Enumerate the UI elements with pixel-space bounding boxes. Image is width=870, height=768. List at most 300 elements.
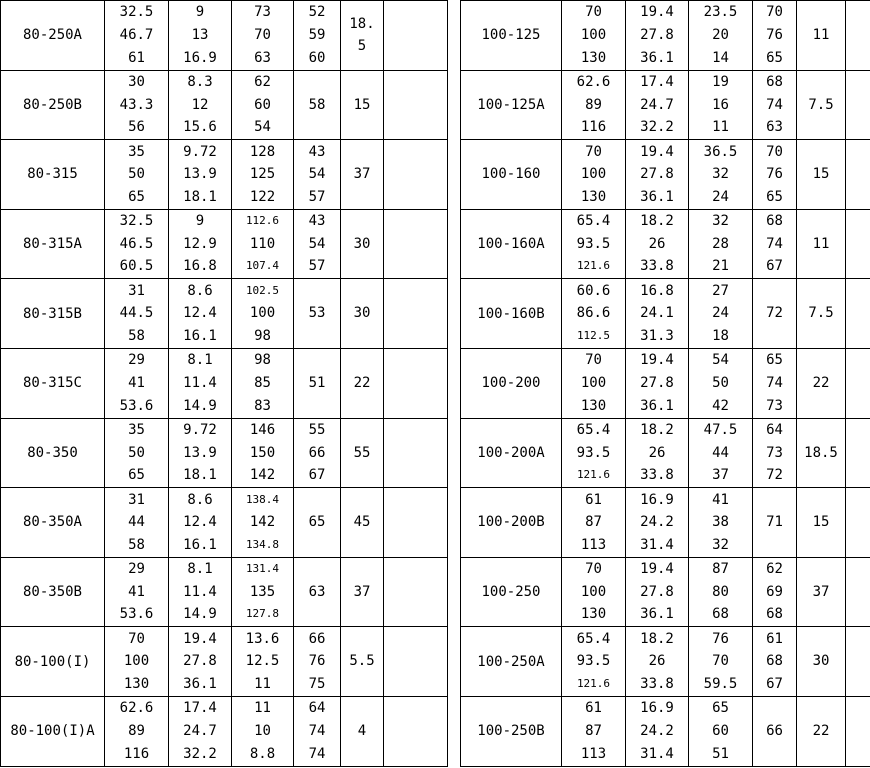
- flow-rate-cell-value: 36.1: [183, 675, 217, 692]
- flow-rate-cell: [169, 627, 232, 697]
- efficiency-cell: [294, 70, 341, 140]
- flow-cell-value: 29: [128, 561, 145, 578]
- efficiency-cell-value: 59: [308, 27, 326, 43]
- efficiency-cell-value: 67: [766, 675, 783, 692]
- flow-rate-cell-value: 13.9: [183, 166, 217, 183]
- flow-cell: [105, 627, 169, 697]
- efficiency-cell-value: 66: [308, 630, 326, 647]
- efficiency-cell-value: 65: [766, 352, 783, 369]
- head-cell-value: 16: [712, 96, 729, 113]
- efficiency-cell: [753, 696, 797, 766]
- head-cell-value: 110: [249, 235, 276, 252]
- flow-rate-cell-value: 16.9: [640, 700, 674, 717]
- efficiency-cell-value: 65: [766, 49, 783, 66]
- table-row: [1, 209, 448, 279]
- head-cell: [232, 696, 294, 766]
- flow-rate-cell-value: 11.4: [183, 583, 217, 600]
- table-row: [1, 488, 448, 558]
- flow-rate-cell-value: 12: [191, 96, 209, 113]
- power-cell-value: 30: [353, 305, 371, 322]
- flow-rate-cell: [626, 418, 689, 488]
- flow-rate-cell-value: 36.1: [640, 606, 674, 623]
- flow-cell-value: 100: [580, 166, 607, 183]
- flow-cell-value: 93.5: [576, 235, 611, 252]
- efficiency-cell-value: 54: [308, 235, 326, 252]
- head-cell-value: 122: [249, 188, 276, 205]
- flow-cell-value: 130: [580, 397, 607, 414]
- blank-cell: [384, 140, 448, 210]
- flow-rate-cell-value: 24.2: [640, 722, 674, 739]
- flow-cell-value: 60.6: [576, 282, 611, 299]
- flow-rate-cell-value: 19.4: [640, 143, 674, 160]
- flow-cell-value: 130: [123, 675, 150, 692]
- table-row: [1, 140, 448, 210]
- head-cell-value: 100: [249, 305, 276, 322]
- flow-cell-value: 56: [128, 119, 145, 136]
- head-cell-value: 102.5: [245, 283, 280, 297]
- flow-rate-cell-value: 26: [648, 653, 666, 670]
- head-cell-value: 70: [712, 653, 729, 670]
- head-cell-value: 20: [712, 27, 729, 43]
- table-row: [461, 418, 870, 488]
- power-cell-value: 37: [812, 583, 830, 600]
- flow-rate-cell-value: 36.1: [640, 188, 674, 205]
- head-cell-value: 38: [712, 514, 729, 531]
- head-cell-value: 14: [712, 49, 729, 66]
- flow-cell-value: 50: [128, 444, 145, 461]
- flow-rate-cell-value: 14.9: [183, 606, 217, 623]
- head-cell-value: 98: [254, 327, 271, 344]
- power-cell-value: 5.5: [349, 653, 375, 670]
- head-cell-value: 125: [249, 166, 276, 183]
- head-cell-value: 63: [254, 49, 271, 66]
- flow-rate-cell-value: 11.4: [183, 374, 217, 391]
- flow-rate-cell-value: 32.2: [640, 119, 674, 136]
- head-cell-value: 11: [254, 700, 271, 717]
- flow-rate-cell: [169, 1, 232, 71]
- efficiency-cell: [753, 418, 797, 488]
- flow-cell-value: 65: [128, 188, 145, 205]
- table-row: [461, 557, 870, 627]
- flow-cell-value: 50: [128, 166, 145, 183]
- table-row: [461, 488, 870, 558]
- table-row: [461, 627, 870, 697]
- flow-rate-cell-value: 24.2: [640, 514, 674, 531]
- flow-cell-value: 32.5: [119, 4, 154, 21]
- blank-cell: [846, 557, 870, 627]
- model-cell: 100-160A: [461, 209, 562, 279]
- flow-rate-cell-value: 13: [191, 27, 209, 43]
- flow-cell-value: 32.5: [119, 213, 154, 230]
- efficiency-cell-value: 72: [766, 467, 783, 484]
- blank-cell: [846, 140, 870, 210]
- efficiency-cell-value: 67: [766, 258, 783, 275]
- flow-rate-cell-value: 12.4: [183, 514, 217, 531]
- flow-cell-value: 43.3: [119, 96, 154, 113]
- efficiency-cell-value: 65: [308, 514, 326, 531]
- flow-rate-cell: [169, 348, 232, 418]
- efficiency-cell: [294, 627, 341, 697]
- head-cell: [689, 557, 753, 627]
- table-row: [461, 1, 870, 71]
- flow-cell: [105, 279, 169, 349]
- efficiency-cell: [294, 696, 341, 766]
- head-cell: [232, 279, 294, 349]
- flow-cell: [105, 1, 169, 71]
- head-cell-value: 60: [254, 96, 271, 113]
- power-cell: [797, 627, 846, 697]
- power-cell-value: 7.5: [808, 96, 834, 113]
- power-cell-value: 4: [357, 722, 367, 739]
- flow-cell-value: 62.6: [119, 700, 154, 717]
- model-cell: 100-125A: [461, 70, 562, 140]
- head-cell-value: 142: [249, 514, 276, 531]
- head-cell-value: 8.8: [249, 745, 276, 762]
- flow-rate-cell-value: 33.8: [640, 467, 674, 484]
- flow-rate-cell: [626, 627, 689, 697]
- model-cell: 80-350: [1, 418, 105, 488]
- flow-rate-cell-value: 27.8: [640, 583, 674, 600]
- flow-cell: [562, 279, 626, 349]
- head-cell: [232, 488, 294, 558]
- flow-cell-value: 58: [128, 327, 145, 344]
- flow-cell-value: 65: [128, 467, 145, 484]
- flow-rate-cell-value: 16.1: [183, 536, 217, 553]
- head-cell-value: 50: [712, 374, 729, 391]
- efficiency-cell-value: 64: [766, 421, 783, 438]
- head-cell-value: 28: [712, 235, 729, 252]
- head-cell-value: 32: [712, 213, 729, 230]
- efficiency-cell-value: 61: [766, 630, 783, 647]
- blank-cell: [846, 1, 870, 71]
- blank-cell: [384, 418, 448, 488]
- flow-cell-value: 93.5: [576, 444, 611, 461]
- efficiency-cell-value: 57: [308, 188, 326, 205]
- blank-cell: [384, 70, 448, 140]
- head-cell: [232, 1, 294, 71]
- flow-cell-value: 130: [580, 606, 607, 623]
- head-cell: [689, 1, 753, 71]
- efficiency-cell: [753, 279, 797, 349]
- flow-rate-cell-value: 36.1: [640, 49, 674, 66]
- table-row: [1, 279, 448, 349]
- flow-rate-cell: [626, 696, 689, 766]
- head-cell: [689, 279, 753, 349]
- power-cell-value: 22: [812, 374, 830, 391]
- efficiency-cell-value: 70: [766, 143, 783, 160]
- model-cell: 80-350B: [1, 557, 105, 627]
- efficiency-cell-value: 58: [308, 96, 326, 113]
- flow-cell: [562, 1, 626, 71]
- flow-rate-cell: [169, 279, 232, 349]
- head-cell-value: 107.4: [245, 259, 280, 273]
- flow-rate-cell-value: 33.8: [640, 258, 674, 275]
- flow-rate-cell: [169, 557, 232, 627]
- power-cell-value: 5: [357, 38, 367, 55]
- head-cell-value: 41: [712, 491, 729, 508]
- efficiency-cell-value: 76: [766, 27, 783, 43]
- blank-cell: [384, 279, 448, 349]
- flow-rate-cell-value: 12.4: [183, 305, 217, 322]
- head-cell-value: 37: [712, 467, 729, 484]
- head-cell-value: 36.5: [703, 143, 738, 160]
- head-cell-value: 85: [254, 374, 271, 391]
- power-cell: [797, 70, 846, 140]
- flow-cell-value: 61: [585, 491, 602, 508]
- blank-cell: [846, 279, 870, 349]
- flow-rate-cell: [626, 488, 689, 558]
- flow-cell-value: 89: [128, 722, 145, 739]
- head-cell-value: 13.6: [245, 630, 280, 647]
- flow-rate-cell-value: 27.8: [640, 27, 674, 43]
- table-row: [461, 70, 870, 140]
- head-cell-value: 54: [254, 119, 271, 136]
- efficiency-cell: [753, 140, 797, 210]
- efficiency-cell-value: 43: [308, 143, 326, 160]
- flow-cell-value: 116: [580, 119, 607, 136]
- blank-cell: [384, 348, 448, 418]
- flow-cell: [105, 488, 169, 558]
- flow-cell: [105, 696, 169, 766]
- efficiency-cell-value: 55: [308, 421, 326, 438]
- efficiency-cell-value: 67: [308, 467, 326, 484]
- head-cell-value: 65: [712, 700, 729, 717]
- flow-rate-cell: [626, 348, 689, 418]
- flow-rate-cell-value: 18.1: [183, 188, 217, 205]
- model-cell: 100-250A: [461, 627, 562, 697]
- efficiency-cell: [753, 557, 797, 627]
- power-cell: [341, 209, 384, 279]
- flow-cell-value: 93.5: [576, 653, 611, 670]
- model-cell: 80-100(I)A: [1, 696, 105, 766]
- flow-rate-cell-value: 24.7: [183, 722, 217, 739]
- power-cell: [797, 279, 846, 349]
- flow-cell-value: 31: [128, 282, 145, 299]
- power-cell-value: 15: [812, 166, 830, 183]
- flow-cell: [105, 140, 169, 210]
- flow-rate-cell-value: 27.8: [183, 653, 217, 670]
- flow-rate-cell-value: 18.2: [640, 213, 674, 230]
- efficiency-cell-value: 76: [308, 653, 326, 670]
- flow-cell-value: 70: [585, 352, 602, 369]
- flow-cell-value: 86.6: [576, 305, 611, 322]
- flow-rate-cell-value: 8.1: [187, 352, 213, 369]
- efficiency-cell-value: 74: [308, 722, 326, 739]
- flow-cell-value: 62.6: [576, 74, 611, 90]
- flow-cell-value: 65.4: [576, 630, 611, 647]
- flow-rate-cell-value: 27.8: [640, 374, 674, 391]
- blank-cell: [846, 70, 870, 140]
- flow-cell: [562, 418, 626, 488]
- efficiency-cell: [294, 418, 341, 488]
- model-cell: 100-200A: [461, 418, 562, 488]
- efficiency-cell-value: 70: [766, 4, 783, 21]
- table-row: [1, 557, 448, 627]
- flow-cell: [562, 488, 626, 558]
- blank-cell: [846, 348, 870, 418]
- efficiency-cell-value: 68: [766, 213, 783, 230]
- head-cell-value: 42: [712, 397, 729, 414]
- right-spec-table: [460, 0, 870, 767]
- efficiency-cell: [294, 488, 341, 558]
- flow-cell-value: 100: [123, 653, 150, 670]
- efficiency-cell-value: 60: [308, 49, 326, 66]
- flow-rate-cell-value: 19.4: [183, 630, 217, 647]
- flow-rate-cell: [626, 140, 689, 210]
- efficiency-cell: [753, 209, 797, 279]
- power-cell: [341, 488, 384, 558]
- flow-cell: [562, 696, 626, 766]
- flow-cell-value: 70: [585, 143, 602, 160]
- flow-rate-cell-value: 15.6: [183, 119, 217, 136]
- flow-rate-cell-value: 26: [648, 235, 666, 252]
- efficiency-cell-value: 74: [766, 374, 783, 391]
- flow-rate-cell-value: 13.9: [183, 444, 217, 461]
- flow-cell-value: 61: [128, 49, 145, 66]
- power-cell: [797, 209, 846, 279]
- flow-rate-cell: [169, 70, 232, 140]
- head-cell-value: 73: [254, 4, 271, 21]
- flow-rate-cell-value: 31.4: [640, 745, 674, 762]
- flow-rate-cell-value: 36.1: [640, 397, 674, 414]
- flow-cell-value: 60.5: [119, 258, 154, 275]
- power-cell-value: 18.: [349, 15, 375, 32]
- efficiency-cell-value: 52: [308, 4, 326, 21]
- power-cell-value: 30: [353, 235, 371, 252]
- head-cell-value: 134.8: [245, 537, 280, 551]
- head-cell: [689, 348, 753, 418]
- flow-rate-cell-value: 18.2: [640, 421, 674, 438]
- head-cell-value: 60: [712, 722, 729, 739]
- table-row: [461, 348, 870, 418]
- efficiency-cell-value: 69: [766, 583, 783, 600]
- efficiency-cell-value: 72: [766, 305, 783, 322]
- flow-cell-value: 100: [580, 374, 607, 391]
- head-cell-value: 68: [712, 606, 729, 623]
- head-cell-value: 11: [712, 119, 729, 136]
- flow-rate-cell: [626, 70, 689, 140]
- power-cell: [797, 696, 846, 766]
- efficiency-cell-value: 71: [766, 514, 783, 531]
- model-cell: 100-200: [461, 348, 562, 418]
- flow-cell-value: 41: [128, 583, 145, 600]
- flow-cell-value: 113: [580, 745, 607, 762]
- flow-cell-value: 70: [585, 561, 602, 578]
- power-cell-value: 22: [353, 374, 371, 391]
- blank-cell: [384, 209, 448, 279]
- head-cell: [689, 627, 753, 697]
- flow-rate-cell: [169, 418, 232, 488]
- flow-cell: [562, 70, 626, 140]
- power-cell: [341, 348, 384, 418]
- head-cell-value: 24: [712, 305, 729, 322]
- blank-cell: [384, 627, 448, 697]
- flow-cell: [562, 348, 626, 418]
- flow-cell: [562, 140, 626, 210]
- efficiency-cell: [753, 70, 797, 140]
- model-cell: 80-315A: [1, 209, 105, 279]
- blank-cell: [384, 696, 448, 766]
- power-cell: [341, 140, 384, 210]
- blank-cell: [846, 488, 870, 558]
- efficiency-cell-value: 51: [308, 374, 326, 391]
- model-cell: 100-125: [461, 1, 562, 71]
- efficiency-cell-value: 73: [766, 444, 783, 461]
- model-cell: 80-250A: [1, 1, 105, 71]
- power-cell-value: 37: [353, 166, 371, 183]
- efficiency-cell-value: 63: [308, 583, 326, 600]
- head-cell-value: 19: [712, 74, 729, 90]
- flow-cell: [105, 418, 169, 488]
- flow-rate-cell-value: 26: [648, 444, 666, 461]
- flow-cell-value: 87: [585, 514, 602, 531]
- flow-cell: [105, 557, 169, 627]
- head-cell-value: 150: [249, 444, 276, 461]
- efficiency-cell: [294, 140, 341, 210]
- head-cell: [689, 696, 753, 766]
- head-cell: [232, 140, 294, 210]
- flow-rate-cell-value: 33.8: [640, 675, 674, 692]
- power-cell: [797, 557, 846, 627]
- model-cell: 80-350A: [1, 488, 105, 558]
- head-cell-value: 98: [254, 352, 271, 369]
- power-cell-value: 30: [812, 653, 830, 670]
- power-cell-value: 55: [353, 444, 371, 461]
- flow-cell-value: 100: [580, 583, 607, 600]
- flow-cell-value: 35: [128, 421, 145, 438]
- flow-cell-value: 30: [128, 74, 145, 90]
- power-cell-value: 11: [812, 27, 830, 43]
- flow-cell-value: 65.4: [576, 421, 611, 438]
- blank-cell: [846, 627, 870, 697]
- table-row: [1, 627, 448, 697]
- head-cell: [232, 627, 294, 697]
- efficiency-cell-value: 57: [308, 258, 326, 275]
- efficiency-cell-value: 43: [308, 213, 326, 230]
- efficiency-cell: [294, 209, 341, 279]
- flow-cell-value: 46.7: [119, 27, 154, 43]
- flow-cell-value: 61: [585, 700, 602, 717]
- head-cell-value: 27: [712, 282, 729, 299]
- head-cell: [689, 488, 753, 558]
- head-cell-value: 138.4: [245, 492, 280, 506]
- flow-cell-value: 65.4: [576, 213, 611, 230]
- flow-cell-value: 130: [580, 49, 607, 66]
- flow-rate-cell-value: 16.8: [183, 258, 217, 275]
- model-cell: 80-315C: [1, 348, 105, 418]
- table-row: [461, 696, 870, 766]
- efficiency-cell-value: 76: [766, 166, 783, 183]
- table-row: [1, 696, 448, 766]
- head-cell: [232, 348, 294, 418]
- flow-cell-value: 31: [128, 491, 145, 508]
- flow-rate-cell-value: 8.6: [187, 491, 213, 508]
- head-cell: [689, 140, 753, 210]
- flow-cell-value: 113: [580, 536, 607, 553]
- flow-cell-value: 44: [128, 514, 145, 531]
- efficiency-cell-value: 68: [766, 606, 783, 623]
- flow-cell: [562, 627, 626, 697]
- flow-rate-cell-value: 12.9: [183, 235, 217, 252]
- power-cell: [341, 1, 384, 71]
- head-cell-value: 135: [249, 583, 276, 600]
- efficiency-cell: [753, 1, 797, 71]
- flow-rate-cell-value: 27.8: [640, 166, 674, 183]
- efficiency-cell: [294, 557, 341, 627]
- blank-cell: [384, 488, 448, 558]
- flow-rate-cell-value: 24.7: [640, 96, 674, 113]
- head-cell-value: 24: [712, 188, 729, 205]
